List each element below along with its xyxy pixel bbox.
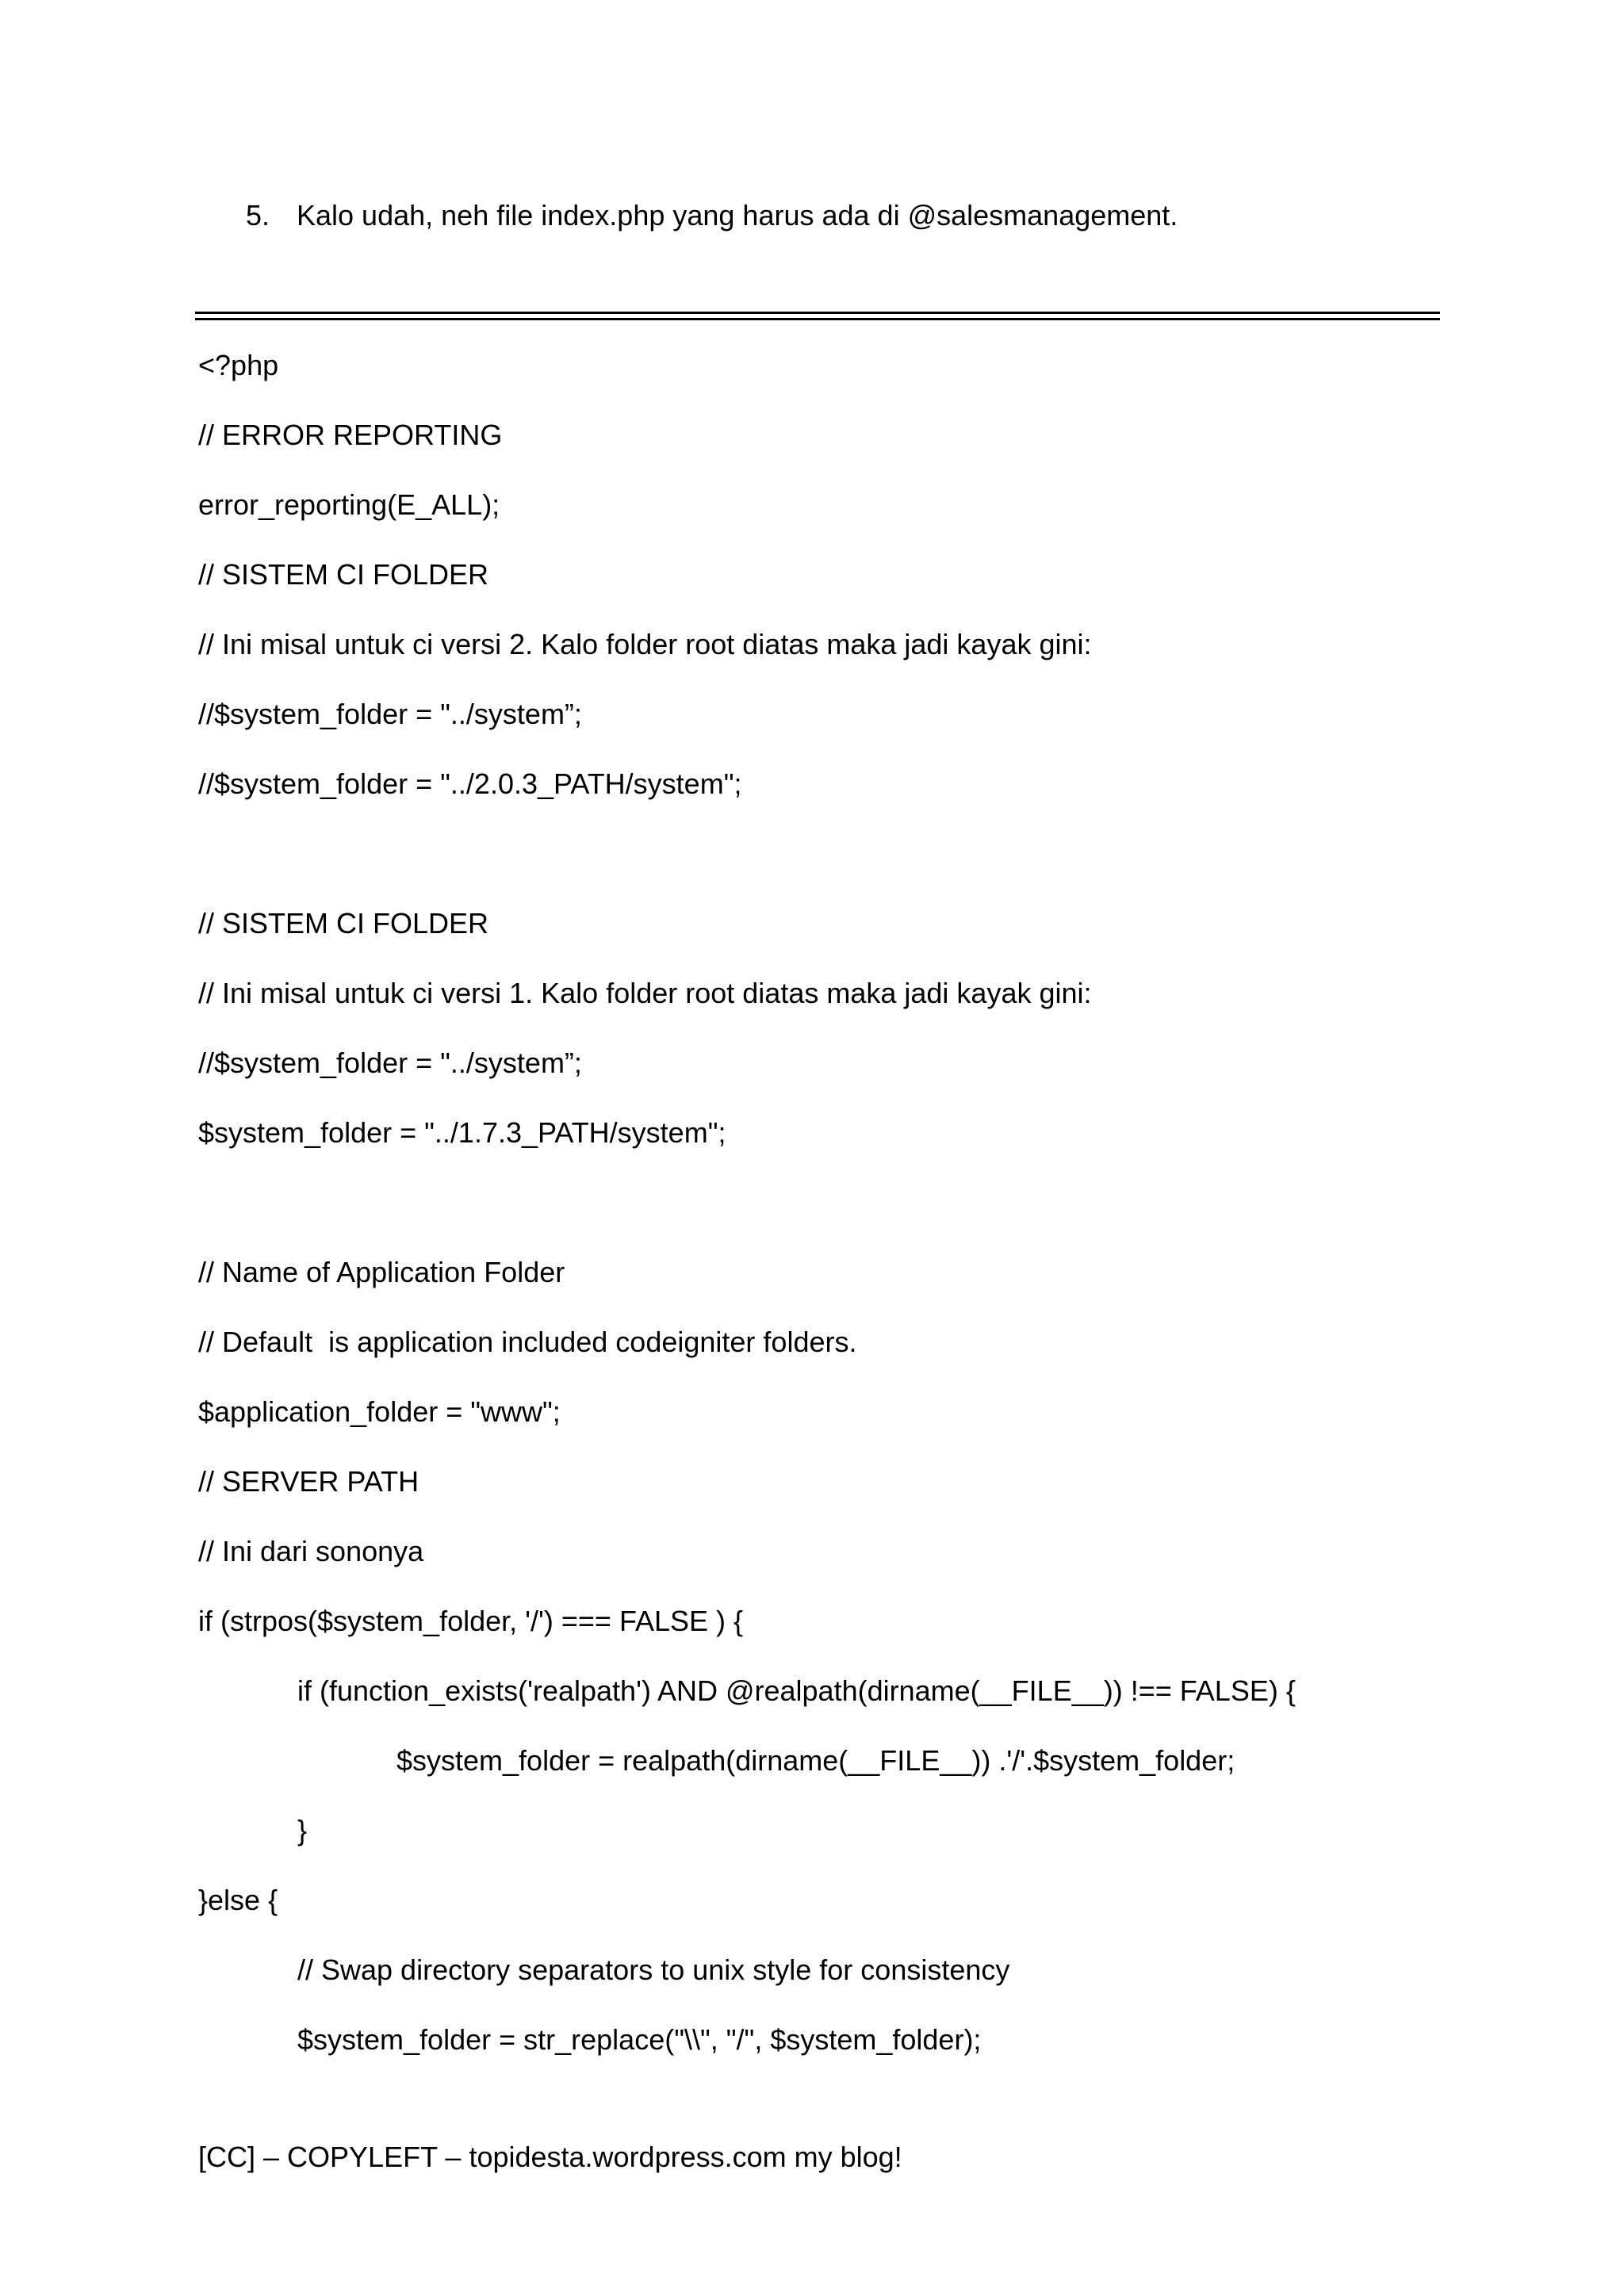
code-line: // SISTEM CI FOLDER (198, 907, 489, 939)
code-line: }else { (198, 1884, 278, 1916)
code-line: $system_folder = str_replace("\\", "/", $system_folder); (297, 2023, 982, 2056)
numbered-step (246, 197, 1178, 235)
code-line: // ERROR REPORTING (198, 419, 503, 451)
page-footer: [CC] – COPYLEFT – topidesta.wordpress.com my blog! (198, 2141, 902, 2173)
code-line: // SERVER PATH (198, 1465, 419, 1498)
code-line: //$system_folder = "../2.0.3_PATH/system"; (198, 767, 742, 800)
code-line: // Swap directory separators to unix style for consistency (297, 1954, 1010, 1986)
code-line: $application_folder = "www"; (198, 1395, 561, 1428)
code-line: // SISTEM CI FOLDER (198, 558, 489, 591)
code-line: // Ini misal untuk ci versi 2. Kalo folder root diatas maka jadi kayak gini: (198, 628, 1092, 660)
code-line: } (297, 1814, 308, 1846)
code-line: // Ini dari sononya (198, 1535, 424, 1567)
code-line: //$system_folder = "../system”; (198, 698, 582, 730)
code-line: // Ini misal untuk ci versi 1. Kalo folder root diatas maka jadi kayak gini: (198, 977, 1092, 1009)
code-line: $system_folder = realpath(dirname(__FILE__)) .'/'.$system_folder; (396, 1744, 1235, 1777)
code-line: //$system_folder = "../system”; (198, 1047, 582, 1079)
code-line: error_reporting(E_ALL); (198, 488, 500, 521)
code-line: $system_folder = "../1.7.3_PATH/system"; (198, 1116, 726, 1149)
step-text: Kalo udah, neh file index.php yang harus ada di @salesmanagement. (297, 199, 1178, 232)
code-line: if (strpos($system_folder, '/') === FALSE ) { (198, 1605, 744, 1637)
code-line: if (function_exists('realpath') AND @realpath(dirname(__FILE__)) !== FALSE) { (297, 1674, 1296, 1707)
double-horizontal-rule (195, 312, 1440, 320)
code-line: // Name of Application Folder (198, 1256, 565, 1288)
code-line: // Default is application included codeigniter folders. (198, 1326, 857, 1358)
step-number: 5. (246, 199, 270, 232)
code-line: <?php (198, 349, 279, 381)
